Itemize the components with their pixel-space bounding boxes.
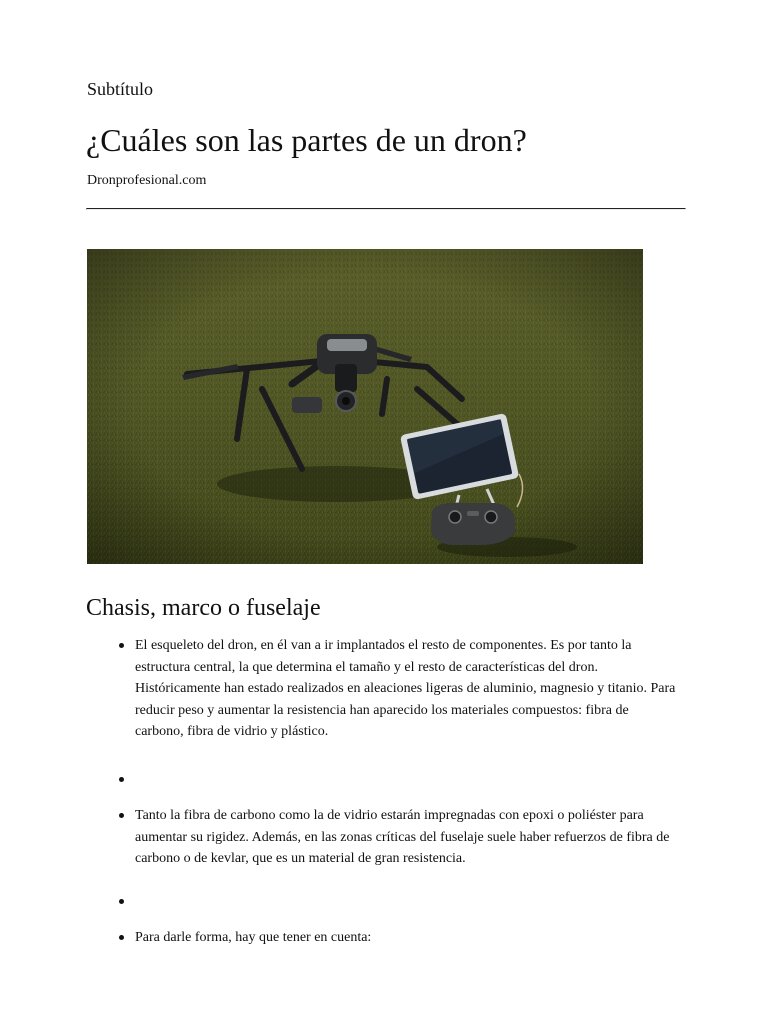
- drone-photo: [87, 249, 643, 564]
- list-item: Para darle forma, hay que tener en cuenta:: [135, 927, 680, 949]
- page-title: ¿Cuáles son las partes de un dron?: [86, 122, 527, 158]
- list-item: Tanto la fibra de carbono como la de vidrio estarán impregnadas con epoxi o poliéster para aumentar su rigidez. Además, en las zonas críticas del fuselaje suele haber refuerzos de fibra de carbono o de kevlar, que es un material de gran resistencia.: [135, 805, 680, 871]
- divider: [86, 208, 686, 210]
- source-label: Dronprofesional.com: [87, 173, 207, 188]
- list-item: [135, 891, 680, 911]
- bullet-list: [135, 635, 680, 949]
- list-item: [135, 769, 680, 789]
- subtitle: Subtítulo: [87, 79, 154, 99]
- list-item: El esqueleto del dron, en él van a ir implantados el resto de componentes. Es por tanto la estructura central, la que determina el tamaño y el resto de características del dron. Históricamente han estado realizados en aleaciones ligeras de aluminio, magnesio y titanio. Para reducir peso y aumentar la resistencia han aparecido los materiales compuestos: fibra de carbono, fibra de vidrio y plástico.: [135, 635, 680, 745]
- section-heading: Chasis, marco o fuselaje: [86, 595, 321, 621]
